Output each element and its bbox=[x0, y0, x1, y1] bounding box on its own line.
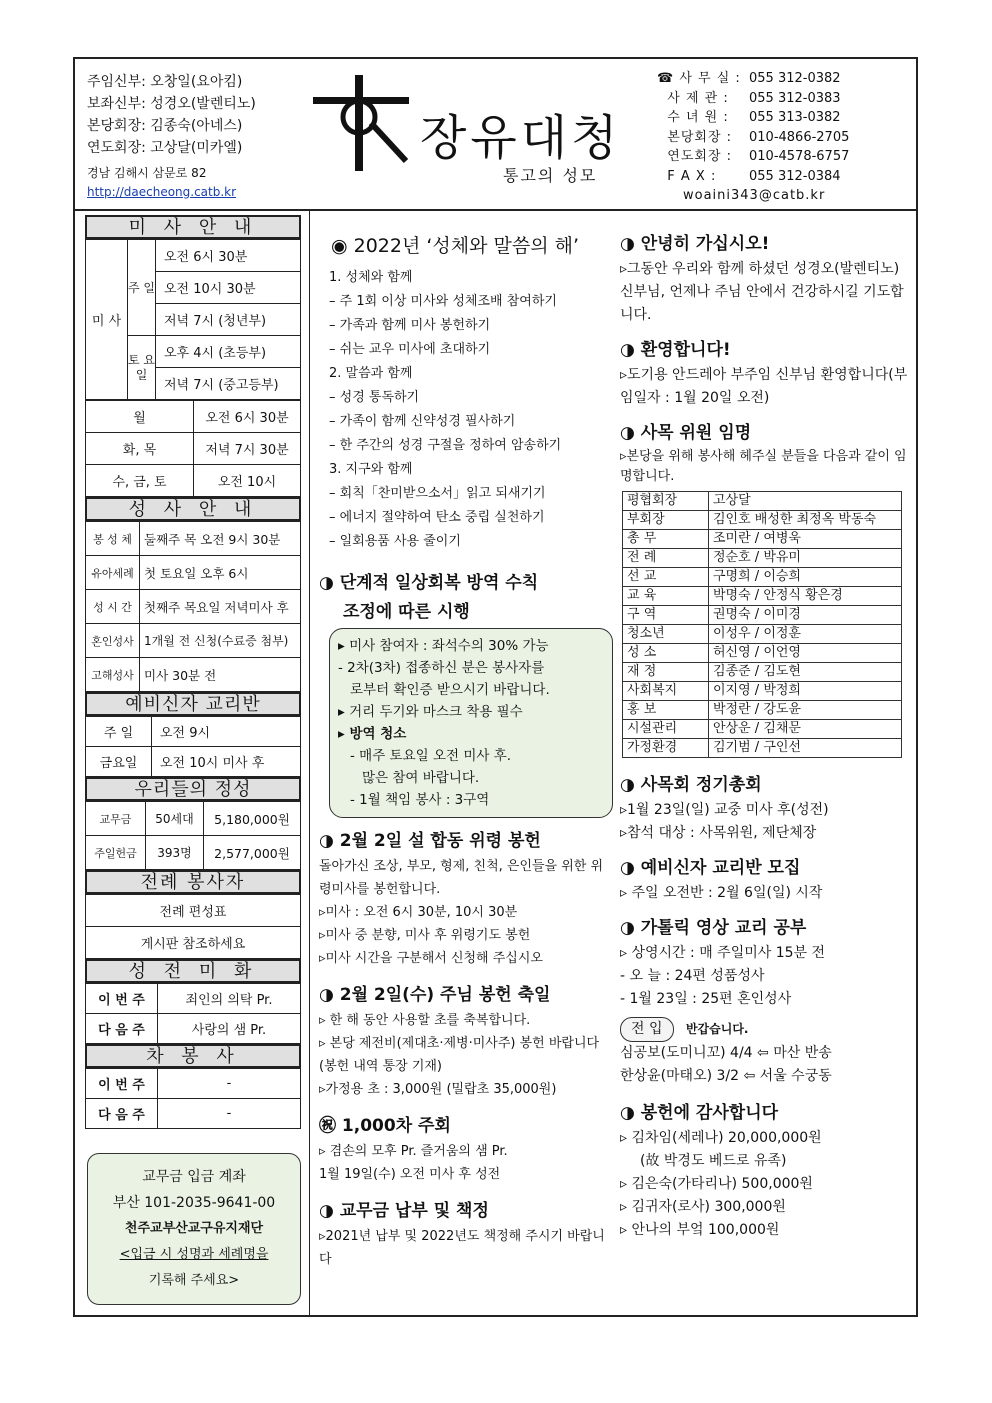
presentation-title: ◑ 2월 2일(수) 주님 봉헌 축일 bbox=[319, 985, 551, 1005]
quarantine-title: ◑ 단계적 일상회복 방역 수칙 bbox=[319, 573, 539, 593]
weekday-time: 오전 6시 30분 bbox=[194, 401, 301, 433]
role-value: 고상달 bbox=[709, 492, 902, 511]
contact-label: 본당회장 : bbox=[657, 129, 733, 145]
sacrament-label: 고해성사 bbox=[86, 658, 140, 692]
list-item: 3. 지구와 함께 bbox=[329, 462, 413, 477]
account-box bbox=[87, 1153, 301, 1305]
staff-line: 보좌신부: 성경오(발렌티노) bbox=[87, 96, 256, 112]
role-value: 김인호 배성한 최정옥 박동숙 bbox=[709, 511, 902, 530]
catechumen-title: 예비신자 교리반 bbox=[85, 692, 301, 716]
staff-line: 주임신부: 오창일(요아킴) bbox=[87, 74, 243, 90]
newyear-text: ▹미사 중 분향, 미사 후 위령기도 봉헌 bbox=[319, 928, 531, 943]
weekday-label: 화, 목 bbox=[86, 433, 194, 465]
role-value: 권명숙 / 이미경 bbox=[709, 606, 902, 625]
list-item: – 성경 통독하기 bbox=[329, 390, 420, 405]
weekday-table bbox=[85, 400, 301, 497]
thanks-text: ▹ 김귀자(로사) 300,000원 bbox=[620, 1199, 786, 1215]
box-line: - 2차(3차) 접종하신 분은 봉사자를 bbox=[338, 660, 545, 676]
account-title: 교무금 입금 계좌 bbox=[142, 1169, 246, 1185]
weekday-time: 저녁 7시 30분 bbox=[194, 433, 301, 465]
role-value: 허신영 / 이언영 bbox=[709, 644, 902, 663]
role-label: 시설관리 bbox=[623, 720, 709, 739]
role-value: 안상운 / 김채문 bbox=[709, 720, 902, 739]
list-item: – 한 주간의 성경 구절을 정하여 암송하기 bbox=[329, 438, 562, 453]
tea-table bbox=[85, 1068, 301, 1129]
farewell-title: ◑ 안녕히 가십시오! bbox=[620, 234, 770, 254]
mass-time: 저녁 7시 (청년부) bbox=[156, 304, 301, 336]
week-label: 이 번 주 bbox=[86, 984, 158, 1014]
role-value: 김종준 / 김도현 bbox=[709, 663, 902, 682]
movein-text: 심공보(도미니꼬) 4/4 ⇦ 마산 반송 bbox=[620, 1045, 832, 1061]
contact-value: 055 312-0382 bbox=[749, 71, 841, 86]
appoint-title: ◑ 사목 위원 임명 bbox=[620, 423, 752, 443]
role-label: 전 례 bbox=[623, 549, 709, 568]
box-line: ▸ 방역 청소 bbox=[338, 726, 407, 742]
mass1000-text: ▹ 겸손의 모후 Pr. 즐거움의 샘 Pr. bbox=[319, 1144, 508, 1159]
mass-group: 미 사 bbox=[86, 240, 128, 400]
newyear-text: ▹미사 : 오전 6시 30분, 10시 30분 bbox=[319, 905, 518, 920]
mass-title: 미 사 안 내 bbox=[85, 215, 301, 239]
list-item: – 가족과 함께 미사 봉헌하기 bbox=[329, 318, 491, 333]
mass1000-text: 1월 19일(수) 오전 미사 후 성전 bbox=[319, 1167, 501, 1182]
list-item: – 회칙「찬미받으소서」읽고 되새기기 bbox=[329, 486, 546, 501]
contact-label: 수 녀 원 : bbox=[657, 110, 729, 125]
account-holder: 천주교부산교구유지재단 bbox=[124, 1221, 264, 1236]
sacrament-value: 첫째주 목요일 저녁미사 후 bbox=[140, 590, 301, 624]
role-value: 정순호 / 박유미 bbox=[709, 549, 902, 568]
offering-title: 우리들의 정성 bbox=[85, 777, 301, 801]
role-value: 조미란 / 여병욱 bbox=[709, 530, 902, 549]
year-theme-title: ◉ 2022년 ‘성체와 말씀의 해’ bbox=[331, 235, 580, 257]
video-text: ▹ 상영시간 : 매 주일미사 15분 전 bbox=[620, 945, 826, 961]
role-label: 성 소 bbox=[623, 644, 709, 663]
tea-title: 차 봉 사 bbox=[85, 1044, 301, 1068]
offering-label: 교무금 bbox=[86, 802, 146, 836]
appoint-text: ▹본당을 위해 봉사해 헤주실 분들을 다음과 같이 임명합니다. bbox=[620, 449, 907, 484]
offering-label: 주일헌금 bbox=[86, 836, 146, 870]
sunday-label: 주 일 bbox=[128, 240, 156, 336]
saturday-label: 토 요 일 bbox=[128, 336, 156, 400]
list-item: – 일회용품 사용 줄이기 bbox=[329, 534, 461, 549]
video-text: - 1월 23일 : 25편 혼인성사 bbox=[620, 991, 792, 1007]
box-line: ▸ 미사 참여자 : 좌석수의 30% 가능 bbox=[338, 638, 549, 654]
catechumen-time: 오전 10시 미사 후 bbox=[152, 747, 301, 777]
contact-value: 055 313-0382 bbox=[749, 110, 841, 125]
contact-label: ☎ 사 무 실 : bbox=[657, 71, 741, 86]
catechumen-day: 주 일 bbox=[86, 717, 152, 747]
roles-table bbox=[622, 491, 902, 758]
sacrament-title: 성 사 안 내 bbox=[85, 497, 301, 521]
thanks-text: (故 박경도 베드로 유족) bbox=[640, 1153, 787, 1169]
left-column bbox=[85, 215, 301, 1129]
dues-title: ◑ 교무금 납부 및 책정 bbox=[319, 1201, 489, 1221]
sacrament-table bbox=[85, 521, 301, 692]
year-theme-list bbox=[319, 266, 613, 554]
contact-label: 사 제 관 : bbox=[657, 90, 729, 106]
offering-amount: 2,577,000원 bbox=[204, 836, 301, 870]
list-item: – 쉬는 교우 미사에 초대하기 bbox=[329, 342, 491, 357]
account-note: <입금 시 성명과 세례명을 bbox=[119, 1247, 269, 1262]
recruit-title: ◑ 예비신자 교리반 모집 bbox=[620, 858, 801, 878]
week-label: 다 음 주 bbox=[86, 1099, 158, 1129]
role-value: 이지영 / 박정희 bbox=[709, 682, 902, 701]
box-line: - 매주 토요일 오전 미사 후. bbox=[350, 748, 512, 764]
mass-table bbox=[85, 239, 301, 400]
holy-art-value: 죄인의 의탁 Pr. bbox=[158, 984, 301, 1014]
role-label: 홍 보 bbox=[623, 701, 709, 720]
farewell-text: ▹그동안 우리와 함께 하셨던 성경오(발렌티노) 신부님, 언제나 주님 안에서 건강하시길 기도합니다. bbox=[620, 261, 904, 323]
sacrament-label: 성 시 간 bbox=[86, 590, 140, 624]
sacrament-value: 1개월 전 신청(수료증 첨부) bbox=[140, 624, 301, 658]
sacrament-label: 유아세례 bbox=[86, 556, 140, 590]
catechumen-day: 금요일 bbox=[86, 747, 152, 777]
staff-line: 본당회장: 김종숙(아네스) bbox=[87, 118, 243, 134]
middle-column bbox=[319, 229, 613, 1271]
role-label: 가정환경 bbox=[623, 739, 709, 758]
newyear-title: ◑ 2월 2일 설 합동 위령 봉헌 bbox=[319, 831, 541, 851]
list-item: – 에너지 절약하여 탄소 중립 실천하기 bbox=[329, 510, 545, 525]
offering-count: 393명 bbox=[146, 836, 204, 870]
header bbox=[75, 59, 916, 211]
sacrament-label: 봉 성 체 bbox=[86, 522, 140, 556]
mass-time: 저녁 7시 (중고등부) bbox=[156, 368, 301, 400]
sacrament-value: 미사 30분 전 bbox=[140, 658, 301, 692]
movein-note: 반갑습니다. bbox=[685, 1022, 749, 1036]
holy-art-table bbox=[85, 983, 301, 1044]
video-title: ◑ 가톨릭 영상 교리 공부 bbox=[620, 918, 807, 938]
weekday-label: 수, 금, 토 bbox=[86, 465, 194, 497]
account-note: 기록해 주세요> bbox=[148, 1273, 240, 1288]
newyear-text: 돌아가신 조상, 부모, 형제, 친척, 은인들을 위한 위령미사를 봉헌합니다. bbox=[319, 859, 604, 897]
staff-block bbox=[87, 71, 256, 203]
presentation-text: ▹ 본당 제전비(제대초·제병·미사주) 봉헌 바랍니다 (봉헌 내역 통장 기재) bbox=[319, 1036, 600, 1074]
catechumen-table bbox=[85, 716, 301, 777]
quarantine-title: 조정에 따른 시행 bbox=[343, 602, 470, 622]
meeting-text: ▹1월 23일(일) 교중 미사 후(성전) bbox=[620, 802, 829, 818]
liturgy-text: 게시판 참조하세요 bbox=[86, 927, 301, 959]
contact-label: 연도회장 : bbox=[657, 149, 733, 164]
staff-line: 연도회장: 고상달(미카엘) bbox=[87, 140, 243, 156]
role-value: 박명숙 / 안정식 황은경 bbox=[709, 587, 902, 606]
offering-count: 50세대 bbox=[146, 802, 204, 836]
cross-logo-icon bbox=[311, 73, 411, 173]
list-item: – 가족이 함께 신약성경 필사하기 bbox=[329, 414, 516, 429]
role-label: 사회복지 bbox=[623, 682, 709, 701]
tea-value: - bbox=[158, 1069, 301, 1099]
welcome-title: ◑ 환영합니다! bbox=[620, 340, 731, 360]
role-value: 구명희 / 이승희 bbox=[709, 568, 902, 587]
box-line: ▸ 거리 두기와 마스크 착용 필수 bbox=[338, 704, 523, 720]
newyear-text: ▹미사 시간을 구분해서 신청해 주십시오 bbox=[319, 951, 543, 966]
holy-art-value: 사랑의 샘 Pr. bbox=[158, 1014, 301, 1044]
thanks-text: ▹ 김차임(세레나) 20,000,000원 bbox=[620, 1130, 822, 1146]
liturgy-text: 전례 편성표 bbox=[86, 895, 301, 927]
video-text: - 오 늘 : 24편 성품성사 bbox=[620, 968, 765, 984]
movein-header bbox=[620, 1017, 910, 1042]
mass-time: 오전 10시 30분 bbox=[156, 272, 301, 304]
role-label: 선 교 bbox=[623, 568, 709, 587]
thanks-text: ▹ 안나의 부엌 100,000원 bbox=[620, 1222, 780, 1238]
sacrament-value: 둘째주 목 오전 9시 30분 bbox=[140, 522, 301, 556]
week-label: 이 번 주 bbox=[86, 1069, 158, 1099]
role-label: 구 역 bbox=[623, 606, 709, 625]
right-column bbox=[620, 229, 910, 1242]
role-value: 박정란 / 강도윤 bbox=[709, 701, 902, 720]
weekday-time: 오전 10시 bbox=[194, 465, 301, 497]
welcome-text: ▹도기용 안드레아 부주임 신부님 환영합니다(부임일자 : 1월 20일 오전) bbox=[620, 367, 908, 406]
liturgy-title: 전례 봉사자 bbox=[85, 870, 301, 894]
list-item: – 주 1회 이상 미사와 성체조배 참여하기 bbox=[329, 294, 557, 309]
contact-value: 010-4578-6757 bbox=[749, 149, 850, 164]
quarantine-box bbox=[329, 628, 613, 818]
role-label: 총 무 bbox=[623, 530, 709, 549]
week-label: 다 음 주 bbox=[86, 1014, 158, 1044]
box-line: 많은 참여 바랍니다. bbox=[362, 770, 480, 786]
weekday-label: 월 bbox=[86, 401, 194, 433]
website-link[interactable]: http://daecheong.catb.kr bbox=[87, 185, 237, 199]
thanks-text: ▹ 김은숙(가타리나) 500,000원 bbox=[620, 1176, 813, 1192]
contact-value: 055 312-0383 bbox=[749, 90, 841, 106]
list-item: 1. 성체와 함께 bbox=[329, 270, 413, 285]
tea-value: - bbox=[158, 1099, 301, 1129]
box-line: 로부터 확인증 받으시기 바랍니다. bbox=[350, 682, 550, 698]
role-label: 평협회장 bbox=[623, 492, 709, 511]
mass-time: 오후 4시 (초등부) bbox=[156, 336, 301, 368]
list-item: 2. 말씀과 함께 bbox=[329, 366, 413, 381]
address: 경남 김해시 삼문로 82 bbox=[87, 166, 207, 180]
offering-amount: 5,180,000원 bbox=[204, 802, 301, 836]
movein-text: 한상윤(마태오) 3/2 ⇦ 서울 수궁동 bbox=[620, 1068, 832, 1084]
parish-subtitle: 통고의 성모 bbox=[503, 166, 598, 185]
role-value: 이성우 / 이정훈 bbox=[709, 625, 902, 644]
role-label: 청소년 bbox=[623, 625, 709, 644]
meeting-text: ▹참석 대상 : 사목위원, 제단체장 bbox=[620, 825, 817, 841]
mass-time: 오전 6시 30분 bbox=[156, 240, 301, 272]
contact-value: 055 312-0384 bbox=[749, 168, 841, 184]
role-label: 부회장 bbox=[623, 511, 709, 530]
presentation-text: ▹ 한 해 동안 사용할 초를 축복합니다. bbox=[319, 1013, 531, 1028]
presentation-text: ▹가정용 초 : 3,000원 (밀랍초 35,000원) bbox=[319, 1082, 557, 1097]
liturgy-table bbox=[85, 894, 301, 959]
mass1000-title: ㊗ 1,000차 주회 bbox=[319, 1116, 451, 1136]
contact-value: 010-4866-2705 bbox=[749, 129, 850, 145]
parish-title: 장유대청 bbox=[420, 110, 622, 166]
offering-table bbox=[85, 801, 301, 870]
sacrament-value: 첫 토요일 오후 6시 bbox=[140, 556, 301, 590]
thanks-title: ◑ 봉헌에 감사합니다 bbox=[620, 1103, 779, 1123]
role-label: 재 정 bbox=[623, 663, 709, 682]
role-value: 김기범 / 구인선 bbox=[709, 739, 902, 758]
contact-label: F A X : bbox=[657, 168, 717, 184]
dues-text: ▹2021년 납부 및 2022년도 책정해 주시기 바랍니다 bbox=[319, 1229, 605, 1267]
meeting-title: ◑ 사목회 정기총회 bbox=[620, 775, 762, 795]
contact-list bbox=[657, 69, 849, 206]
bulletin-frame bbox=[73, 57, 918, 1317]
sacrament-label: 혼인성사 bbox=[86, 624, 140, 658]
holy-art-title: 성 전 미 화 bbox=[85, 959, 301, 983]
role-label: 교 육 bbox=[623, 587, 709, 606]
box-line: - 1월 책임 봉사 : 3구역 bbox=[350, 792, 490, 808]
account-number: 부산 101-2035-9641-00 bbox=[112, 1195, 276, 1211]
email-link[interactable]: woaini343@catb.kr bbox=[683, 188, 826, 203]
movein-pill: 전 입 bbox=[620, 1017, 674, 1042]
recruit-text: ▹ 주일 오전반 : 2월 6일(일) 시작 bbox=[620, 885, 823, 901]
catechumen-time: 오전 9시 bbox=[152, 717, 301, 747]
column-divider bbox=[309, 211, 310, 1317]
